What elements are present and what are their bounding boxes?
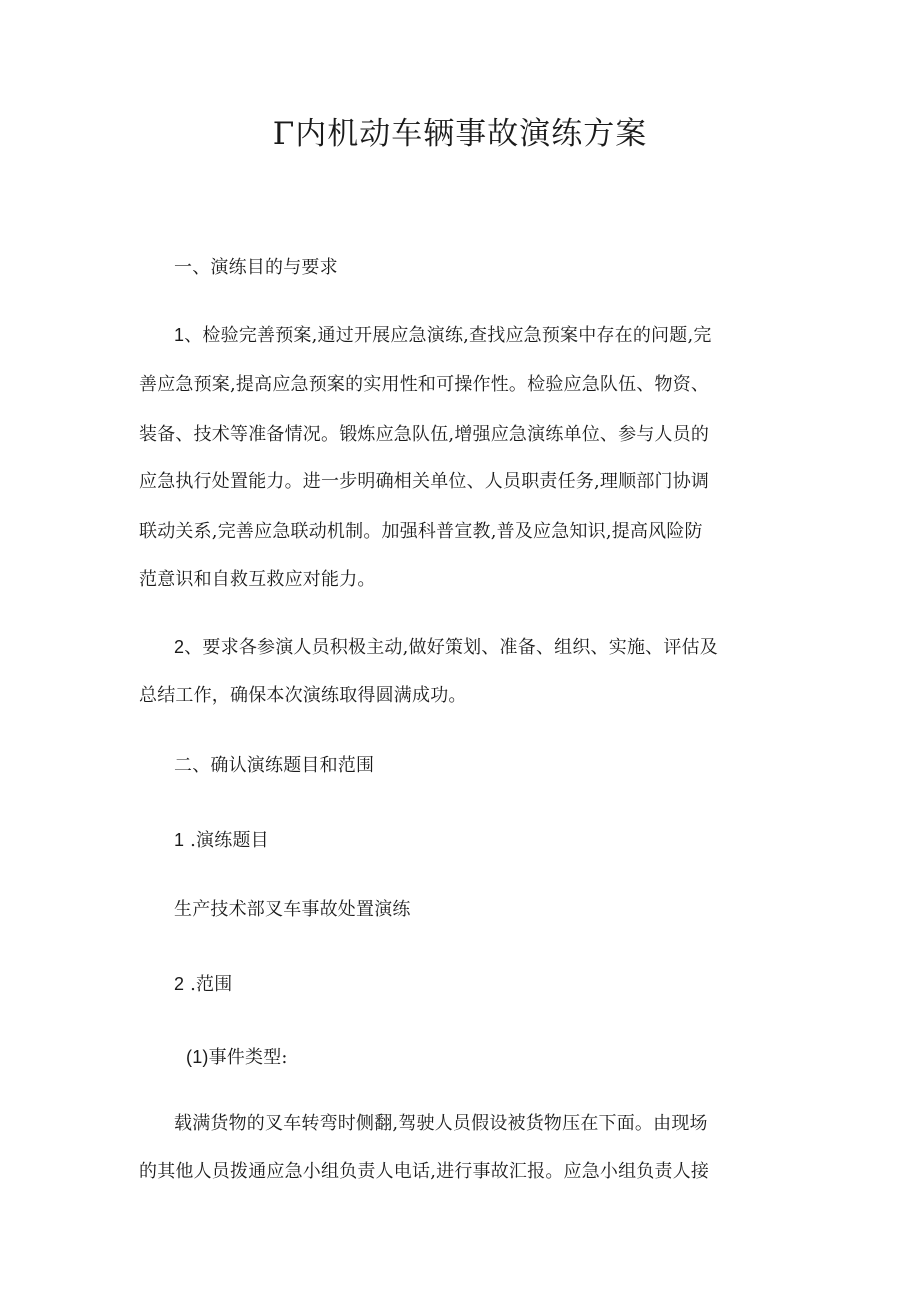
drill-title: 生产技术部叉车事故处置演练 (174, 899, 411, 920)
sub1-number: 1 (174, 830, 185, 850)
item2-line-1 (174, 635, 718, 660)
item1-line-4: 应急执行处置能力。进一步明确相关单位、人员职责任务,理顺部门协调 (139, 471, 710, 492)
item1-line-1-text: 、检验完善预案,通过开展应急演练,查找应急预案中存在的问题,完 (184, 325, 712, 346)
item1-line-3: 装备、技术等准备情况。锻炼应急队伍,增强应急演练单位、参与人员的 (139, 424, 710, 445)
scope-label (174, 972, 232, 997)
drill-title-label (174, 828, 269, 853)
event-type-label (186, 1045, 288, 1070)
item1-line-5: 联动关系,完善应急联动机制。加强科普宣教,普及应急知识,提高风险防 (139, 521, 703, 542)
event-type-number: (1) (186, 1047, 209, 1067)
item2-line-1-text: 、要求各参演人员积极主动,做好策划、准备、组织、实施、评估及 (184, 637, 718, 658)
item2-number: 2 (174, 637, 185, 657)
item2-line-2: 总结工作，确保本次演练取得圆满成功。 (139, 685, 467, 706)
section2-heading: 二、确认演练题目和范围 (174, 755, 375, 776)
sub2-label: .范围 (184, 974, 233, 995)
sub2-number: 2 (174, 974, 185, 994)
scenario-line-2: 的其他人员拨通应急小组负责人电话,进行事故汇报。应急小组负责人接 (139, 1161, 710, 1182)
event-type-text: 事件类型: (208, 1047, 288, 1068)
scenario-line-1: 载满货物的叉车转弯时侧翻,驾驶人员假设被货物压在下面。由现场 (174, 1113, 708, 1134)
sub1-label: .演练题目 (184, 830, 269, 851)
document-title: Γ内机动车辆事故演练方案 (272, 116, 648, 152)
item1-line-1 (174, 323, 712, 348)
item1-line-6: 范意识和自救互救应对能力。 (139, 569, 376, 590)
item1-number: 1 (174, 325, 185, 345)
item1-line-2: 善应急预案,提高应急预案的实用性和可操作性。检验应急队伍、物资、 (139, 374, 710, 395)
section1-heading: 一、演练目的与要求 (174, 257, 338, 278)
